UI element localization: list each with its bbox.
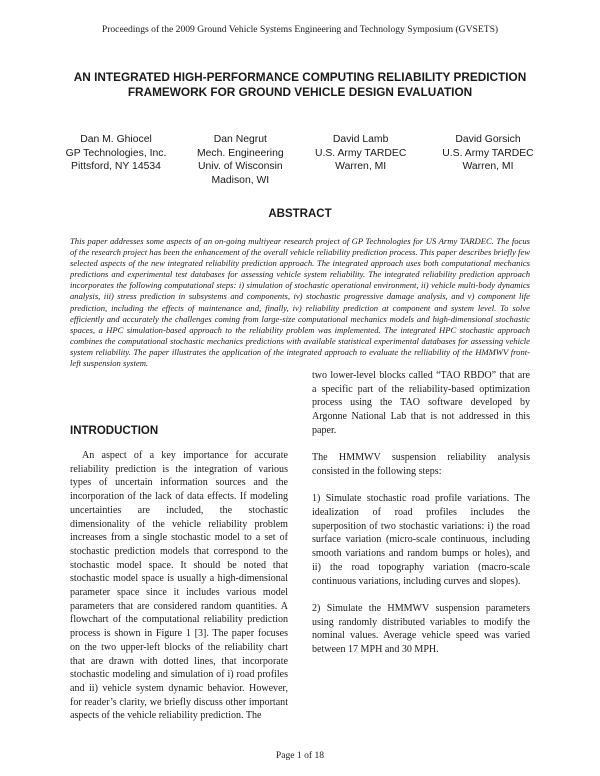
author-lamb (306, 133, 416, 187)
author-affiliation: Mech. Engineering (197, 147, 284, 159)
introduction-paragraph-4: 1) Simulate stochastic road profile variations. The idealization of road profiles includes the superposition of two stochastic variations: i) the road surface variation (micro-scale continuous, including smooth variations and random bumps or holes), and ii) the road topography variation (macro-scale continuous variations, including curves and slopes). (312, 493, 530, 587)
running-head: Proceedings of the 2009 Ground Vehicle Systems Engineering and Technology Symposium (GVSETS) (101, 24, 499, 35)
author-name: Dan Negrut (213, 134, 267, 145)
paper-title (40, 70, 560, 100)
author-gorsich (433, 133, 543, 187)
author-ghiocel (57, 133, 175, 187)
introduction-paragraph-3: The HMMWV suspension reliability analysis consisted in the following steps: (312, 452, 530, 477)
author-affiliation: U.S. Army TARDEC (442, 147, 534, 159)
author-location: Warren, MI (335, 161, 387, 172)
author-location: Warren, MI (462, 161, 514, 172)
abstract-text: This paper addresses some aspects of an on-going multiyear research project of GP Technologies for US Army TARDEC. The focus of the research project has been the enhancement of the overall vehicle reliability prediction process. This paper describes briefly few selected aspects of the new integrated reliability prediction approach. The integrated approach uses both computational mechanics predictions and experimental test databases for assessing vehicle system reliability. The integrated reliability prediction approach incorporates the following computational steps: i) simulation of stochastic operational environment, ii) vehicle multi-body dynamics analysis, iii) stress prediction in subsystems and components, iv) stochastic progressive damage analysis, and v) component life prediction, including the effects of maintenance and, finally, iv) reliability prediction at component and system level. To solve efficiently and accurately the challenges coming from large-size computational mechanics models and high-dimensional stochastic spaces, a HPC simulation-based approach to the reliability problem was implemented. The integrated HPC stochastic approach combines the computational stochastic mechanics predictions with available statistical experimental databases for assessing vehicle system reliability. The paper illustrates the application of the integrated approach to evaluate the relliability of the HMMWV front-left suspension system. (70, 236, 530, 369)
title-line-1: AN INTEGRATED HIGH-PERFORMANCE COMPUTING RELIABILITY PREDICTION (73, 70, 527, 84)
introduction-paragraph-2: two lower-level blocks called “TAO RBDO” that are a specific part of the reliability-based optimization process using the TAO software developed by Argonne National Lab that is not addressed in this paper. (312, 370, 530, 436)
author-location: Pittsford, NY 14534 (71, 161, 161, 172)
author-name: David Gorsich (455, 134, 521, 145)
introduction-right-column (312, 369, 530, 670)
author-affiliation: GP Technologies, Inc. (65, 147, 167, 159)
author-affiliation: U.S. Army TARDEC (314, 147, 407, 159)
author-block (57, 133, 543, 187)
author-negrut (192, 133, 288, 187)
abstract-heading: ABSTRACT (268, 208, 332, 220)
page-number: Page 1 of 18 (275, 750, 325, 761)
introduction-paragraph-1: An aspect of a key importance for accurate reliability prediction is the integration of various types of uncertain information sources and the incorporation of the lack of data effects. If modeling uncertainties are included, the stochastic dimensionality of the vehicle reliability problem increases from a single stochastic model to a set of stochastic prediction models that correspond to the stochastic model space. It should be noted that stochastic model space is usually a high-dimensional parameter space since it includes various model parameters that are considered random quantities. A flowchart of the computational reliability prediction process is shown in Figure 1 [3]. The paper focuses on the two upper-left blocks of the reliability chart that are drawn with dotted lines, that incorporate stochastic modeling and simulation of i) road profiles and ii) vehicle system dynamic behavior. However, for reader’s clarity, we briefly discuss other important aspects of the vehicle reliability prediction. The (70, 450, 288, 722)
author-location: Univ. of Wisconsin (197, 161, 283, 172)
introduction-left-column (70, 449, 288, 723)
introduction-paragraph-5: 2) Simulate the HMMWV suspension parameters using randomly distributed variables to modify the nominal values. Average vehicle speed was varied between 17 MPH and 30 MPH. (312, 602, 530, 656)
introduction-heading: INTRODUCTION (70, 425, 159, 437)
author-location-2: Madison, WI (211, 174, 270, 186)
author-name: Dan M. Ghiocel (80, 134, 152, 145)
title-line-2: FRAMEWORK FOR GROUND VEHICLE DESIGN EVALUATION (127, 85, 473, 99)
author-name: David Lamb (332, 134, 389, 145)
